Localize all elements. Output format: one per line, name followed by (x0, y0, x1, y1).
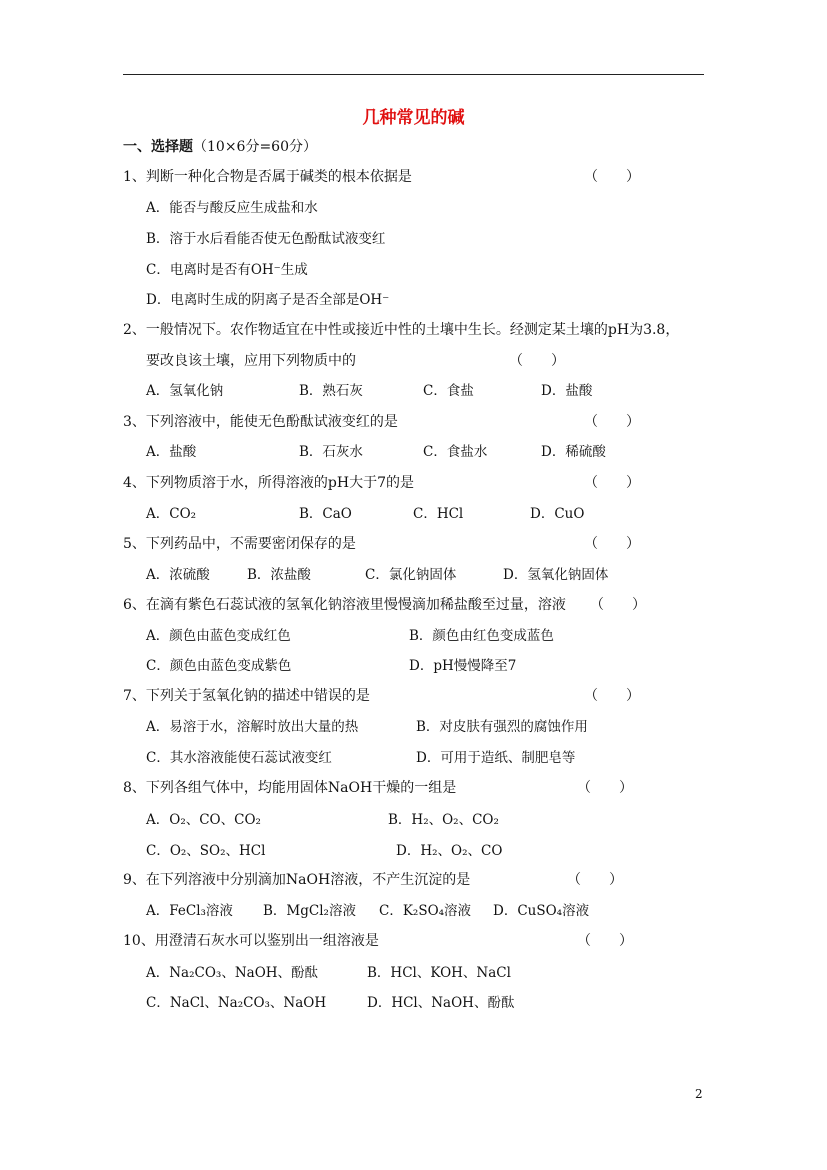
option: A．CO₂ (146, 506, 197, 522)
question-stem: 3、下列溶液中，能使无色酚酞试液变红的是 (123, 414, 398, 430)
question-stem: 10、用澄清石灰水可以鉴别出一组溶液是 (123, 933, 379, 949)
option: A．颜色由蓝色变成红色 (146, 628, 291, 644)
option: A．易溶于水，溶解时放出大量的热 (146, 719, 359, 735)
question-stem: 6、在滴有紫色石蕊试液的氢氧化钠溶液里慢慢滴加稀盐酸至过量，溶液 (123, 597, 566, 613)
option: C．氯化钠固体 (365, 567, 457, 583)
option: C．K₂SO₄溶液 (379, 903, 472, 919)
option: D．H₂、O₂、CO (396, 843, 503, 859)
header-rule (123, 74, 704, 75)
option: D．CuSO₄溶液 (493, 903, 590, 919)
option: C．电离时是否有OH⁻生成 (146, 262, 308, 278)
option: A．浓硫酸 (146, 567, 210, 583)
option: D．可用于造纸、制肥皂等 (416, 750, 576, 766)
section-heading (123, 138, 317, 156)
option: B．浓盐酸 (247, 567, 311, 583)
question-stem: 1、判断一种化合物是否属于碱类的根本依据是 (123, 169, 412, 185)
option: A．FeCl₃溶液 (146, 903, 233, 919)
option: B．H₂、O₂、CO₂ (388, 812, 499, 828)
option: D．电离时生成的阴离子是否全部是OH⁻ (146, 292, 390, 308)
option: C．O₂、SO₂、HCl (146, 843, 266, 859)
question-stem: 7、下列关于氢氧化钠的描述中错误的是 (123, 688, 370, 704)
option: B．CaO (299, 506, 352, 522)
option: B．石灰水 (299, 444, 363, 460)
option: B．MgCl₂溶液 (263, 903, 356, 919)
option: D．盐酸 (541, 383, 593, 399)
option: C．NaCl、Na₂CO₃、NaOH (146, 995, 327, 1011)
question-stem: 2、一般情况下。农作物适宜在中性或接近中性的土壤中生长。经测定某土壤的pH为3.8， (123, 322, 680, 338)
option: C．食盐 (423, 383, 474, 399)
option: D．氢氧化钠固体 (503, 567, 609, 583)
answer-blank: （ ） (584, 536, 640, 552)
page-number: 2 (695, 1087, 703, 1101)
answer-blank: （ ） (584, 475, 640, 491)
option: A．O₂、CO、CO₂ (146, 812, 261, 828)
answer-blank: （ ） (577, 780, 633, 796)
answer-blank: （ ） (577, 933, 633, 949)
option: A．Na₂CO₃、NaOH、酚酞 (146, 965, 319, 981)
option: A．盐酸 (146, 444, 197, 460)
question-stem: 9、在下列溶液中分别滴加NaOH溶液，不产生沉淀的是 (123, 872, 471, 888)
option: B．溶于水后看能否使无色酚酞试液变红 (146, 231, 386, 247)
option: C．其水溶液能使石蕊试液变红 (146, 750, 332, 766)
option: D．CuO (530, 506, 585, 522)
answer-blank: （ ） (584, 688, 640, 704)
option: C．食盐水 (423, 444, 488, 460)
question-stem-cont: 要改良该土壤，应用下列物质中的 (146, 353, 356, 369)
option: D．HCl、NaOH、酚酞 (367, 995, 515, 1011)
option: B．颜色由红色变成蓝色 (409, 628, 554, 644)
option: B．对皮肤有强烈的腐蚀作用 (416, 719, 588, 735)
question-stem: 4、下列物质溶于水，所得溶液的pH大于7的是 (123, 475, 414, 491)
option: C．HCl (413, 506, 464, 522)
option: D．稀硫酸 (541, 444, 606, 460)
option: A．氢氧化钠 (146, 383, 224, 399)
option: B．熟石灰 (299, 383, 363, 399)
section-note: （10×6分=60分） (193, 139, 317, 155)
section-label: 一、选择题 (123, 139, 193, 155)
question-stem: 5、下列药品中，不需要密闭保存的是 (123, 536, 356, 552)
option: A．能否与酸反应生成盐和水 (146, 200, 318, 216)
answer-blank: （ ） (567, 872, 623, 888)
option: C．颜色由蓝色变成紫色 (146, 658, 292, 674)
answer-blank: （ ） (509, 353, 565, 369)
answer-blank: （ ） (584, 414, 640, 430)
question-stem: 8、下列各组气体中，均能用固体NaOH干燥的一组是 (123, 780, 457, 796)
page-title: 几种常见的碱 (362, 108, 465, 128)
answer-blank: （ ） (584, 169, 640, 185)
answer-blank: （ ） (590, 597, 646, 613)
option: D．pH慢慢降至7 (409, 658, 517, 674)
option: B．HCl、KOH、NaCl (367, 965, 511, 981)
